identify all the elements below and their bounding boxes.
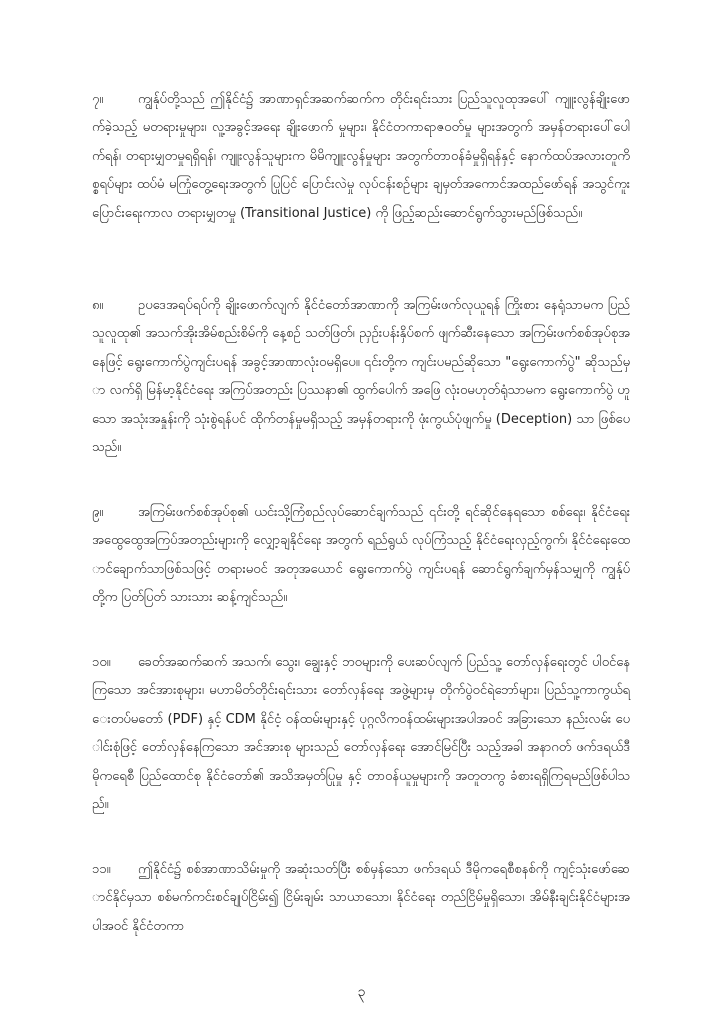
paragraph-number: ၁၀။ [92,655,111,670]
paragraph-number: ၉။ [92,505,104,520]
paragraph-7 [92,86,630,228]
paragraph-10 [92,649,630,819]
paragraph-number: ၈။ [92,298,104,313]
paragraph-text: ကျွန်ုပ်တို့သည် ဤနိုင်ငံ၌ အာဏာရှင်အဆက်ဆက်က တိုင်းရင်းသား ပြည်သူလူထုအပေါ် ကျူးလွန်ချိုးဖောက်ခဲ့သည့် မတရားမှုများ၊ လူ့အခွင့်အရေး ချိုးဖောက် မှုများ၊ နိုင်ငံတကာရာဇဝတ်မှု များအတွက် အမှန်တရားပေါ်ပေါက်ရန်၊ တရားမျှတမှုရရှိရန်၊ ကျူးလွန်သူများက မိမိကျူးလွန်မှုများ အတွက်တာဝန်ခံမှုရှိရန်နှင့် နောက်ထပ်အလားတူကိစ္စရပ်များ ထပ်မံ မကြုံတွေ့ရေးအတွက် ပြုပြင် ပြောင်းလဲမှု လုပ်ငန်းစဉ်များ ချမှတ်အကောင်အထည်ဖော်ရန် အသွင်ကူးပြောင်းရေးကာလ တရားမျှတမှု (Transitional Justice) ကို ဖြည့်ဆည်းဆောင်ရွက်သွားမည်ဖြစ်သည်။ [92,92,630,221]
paragraph-text: ဤနိုင်ငံ၌ စစ်အာဏာသိမ်းမှုကို အဆုံးသတ်ပြီး စစ်မှန်သော ဖက်ဒရယ် ဒီမိုကရေစီစနစ်ကို ကျင့်သုံးဖော်ဆောင်နိုင်မှသာ စစ်မက်ကင်းစင်ချုပ်ငြိမ်း၍ ငြိမ်းချမ်း သာယာသော၊ နိုင်ငံရေး တည်ငြိမ်မှုရှိသော၊ အိမ်နီးချင်းနိုင်ငံများအပါအဝင် နိုင်ငံတကာ [92,862,630,934]
paragraph-8 [92,292,630,462]
paragraph-11 [92,856,630,941]
paragraph-text: ခေတ်အဆက်ဆက် အသက်၊ သွေး၊ ချွေးနှင့် ဘဝများကို ပေးဆပ်လျက် ပြည်သူ့ တော်လှန်ရေးတွင် ပါဝင်နေကြသော အင်အားစုများ၊ မဟာမိတ်တိုင်းရင်းသား တော်လှန်ရေး အဖွဲ့များမှ တိုက်ပွဲဝင်ရဲဘော်များ၊ ပြည်သူ့ကာကွယ်ရေးတပ်မတော် (PDF) နှင့် CDM နိုင်ငံ့ ဝန်ထမ်းများနှင့် ပုဂ္ဂလိကဝန်ထမ်းများအပါအဝင် အခြားသော နည်းလမ်း ပေါင်းစုံဖြင့် တော်လှန်နေကြသော အင်အားစု များသည် တော်လှန်ရေး အောင်မြင်ပြီး သည့်အခါ အနာဂတ် ဖက်ဒရယ်ဒီမိုကရေစီ ပြည်ထောင်စု နိုင်ငံတော်၏ အသိအမှတ်ပြုမှု နှင့် တာဝန်ယူမှုများကို အတူတကွ ခံစားရရှိကြရမည်ဖြစ်ပါသည်။ [92,655,630,813]
paragraph-number: ၇။ [92,92,104,107]
paragraph-text: ဥပဒေအရပ်ရပ်ကို ချိုးဖောက်လျက် နိုင်ငံတော်အာဏာကို အကြမ်းဖက်လုယူရန် ကြိုးစား နေရုံသာမက ပြည်သူလူထု၏ အသက်အိုးအိမ်စည်းစိမ်ကို နေ့စဉ် သတ်ဖြတ်၊ ညှဉ်းပန်းနှိပ်စက် ဖျက်ဆီးနေသော အကြမ်းဖက်စစ်အုပ်စုအနေဖြင့် ရွေးကောက်ပွဲကျင်းပရန် အခွင့်အာဏာလုံးဝမရှိပေ။ ၎င်းတို့က ကျင်းပမည်ဆိုသော "ရွေးကောက်ပွဲ" ဆိုသည်မှာ လက်ရှိ မြန်မာ့နိုင်ငံရေး အကြပ်အတည်း ပြဿနာ၏ ထွက်ပေါက် အဖြေ လုံးဝမဟုတ်ရုံသာမက ရွေးကောက်ပွဲ ဟူသော အသုံးအနှုန်းကို သုံးစွဲရန်ပင် ထိုက်တန်မှုမရှိသည့် အမှန်တရားကို ဖုံးကွယ်ပုံဖျက်မှု (Deception) သာ ဖြစ်ပေသည်။ [92,298,630,456]
paragraph-text: အကြမ်းဖက်စစ်အုပ်စု၏ ယင်းသို့ကြံစည်လုပ်ဆောင်ချက်သည် ၎င်းတို့ ရင်ဆိုင်နေရသော စစ်ရေး၊ နိုင်ငံရေး အထွေထွေအကြပ်အတည်းများကို လျှော့ချနိုင်ရေး အတွက် ရည်ရွယ် လုပ်ကြံသည့် နိုင်ငံရေးလှည့်ကွက်၊ နိုင်ငံရေးထောင်ချောက်သာဖြစ်သဖြင့် တရားမဝင် အတုအယောင် ရွေးကောက်ပွဲ ကျင်းပရန် ဆောင်ရွက်ချက်မှန်သမျှကို ကျွန်ုပ်တို့က ပြတ်ပြတ် သားသား ဆန့်ကျင်သည်။ [92,505,630,606]
paragraph-number: ၁၁။ [92,862,111,877]
paragraph-9 [92,499,630,613]
page-number: ၃ [357,984,366,1000]
